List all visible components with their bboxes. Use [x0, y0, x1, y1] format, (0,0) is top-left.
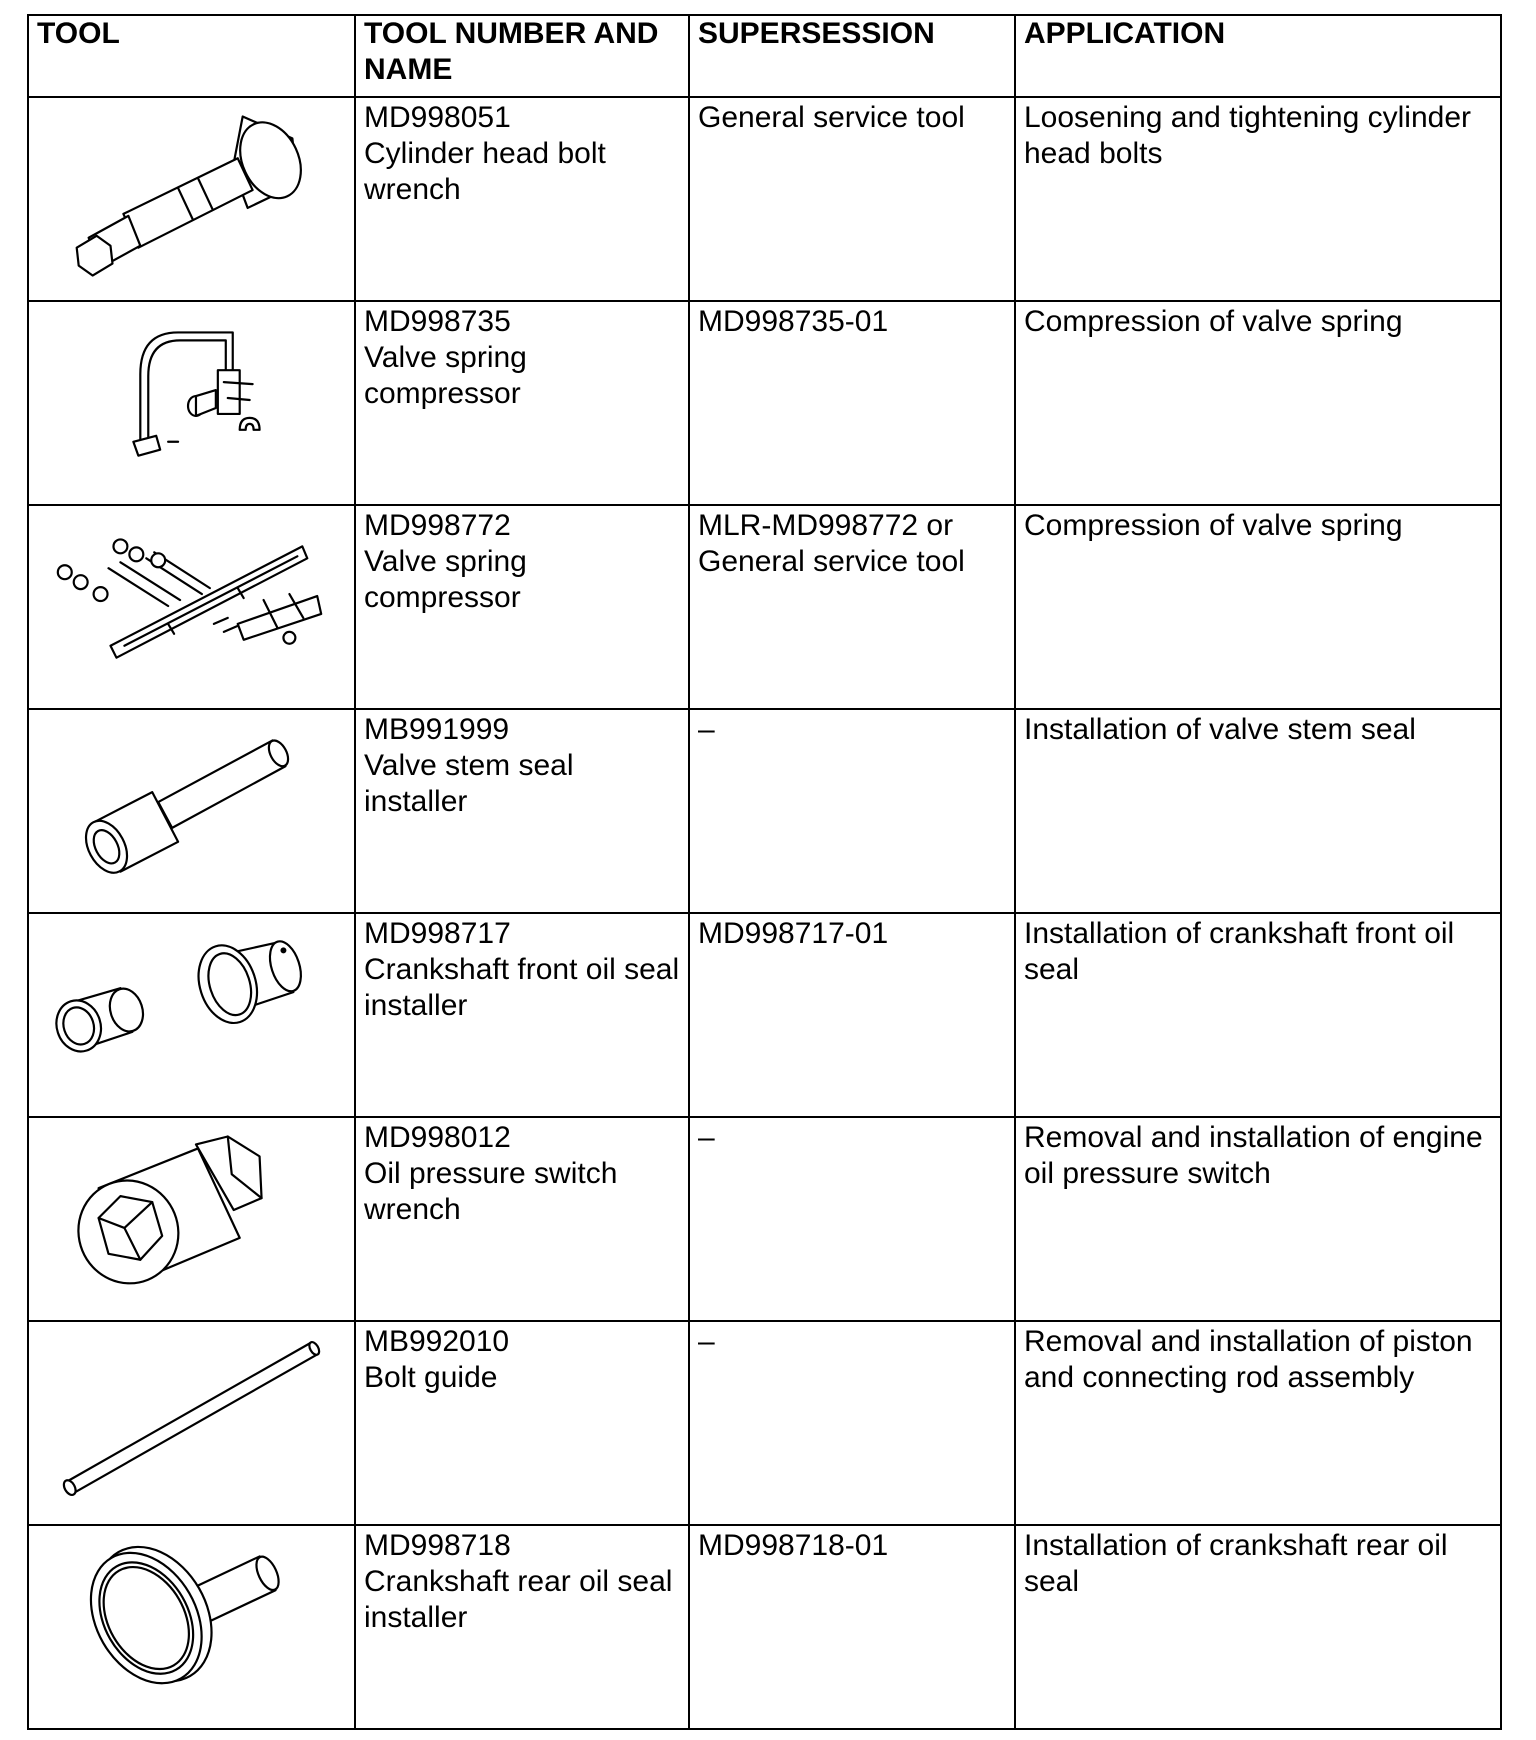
supersession-cell: – [689, 1117, 1015, 1321]
tool-illustration-cell [28, 505, 355, 709]
table-row [28, 913, 1501, 1117]
valve-stem-seal-installer-icon [29, 710, 354, 910]
tool-name: Valve stem seal installer [364, 749, 574, 818]
tool-number-and-name-cell [355, 913, 689, 1117]
supersession-cell: MD998717-01 [689, 913, 1015, 1117]
tool-number: MD998735 [364, 305, 511, 338]
header-tool: TOOL [28, 15, 355, 97]
header-application: APPLICATION [1015, 15, 1501, 97]
tool-illustration-cell [28, 301, 355, 505]
supersession-cell: MLR-MD998772 or General service tool [689, 505, 1015, 709]
tool-number: MD998772 [364, 509, 511, 542]
application-cell: Installation of valve stem seal [1015, 709, 1501, 913]
application-cell: Removal and installation of piston and connecting rod assembly [1015, 1321, 1501, 1525]
tool-illustration-cell [28, 1117, 355, 1321]
tool-illustration-cell [28, 1321, 355, 1525]
table-row [28, 1525, 1501, 1729]
application-cell: Loosening and tightening cylinder head bolts [1015, 97, 1501, 301]
tool-illustration-cell [28, 709, 355, 913]
table-row [28, 301, 1501, 505]
tool-name: Bolt guide [364, 1361, 498, 1394]
supersession-cell: MD998735-01 [689, 301, 1015, 505]
tool-illustration-cell [28, 97, 355, 301]
table-row [28, 1117, 1501, 1321]
tool-illustration-cell [28, 1525, 355, 1729]
valve-spring-compressor-icon [29, 302, 354, 502]
tool-number: MD998717 [364, 917, 511, 950]
tool-number-and-name-cell [355, 1321, 689, 1525]
table-row [28, 505, 1501, 709]
tool-number: MD998051 [364, 101, 511, 134]
tool-number: MD998012 [364, 1121, 511, 1154]
tool-number-and-name-cell [355, 505, 689, 709]
crankshaft-rear-oil-seal-installer-icon [29, 1526, 354, 1726]
oil-pressure-switch-wrench-icon [29, 1118, 354, 1318]
tool-name: Crankshaft rear oil seal installer [364, 1565, 673, 1634]
supersession-cell: – [689, 1321, 1015, 1525]
tool-number-and-name-cell [355, 1525, 689, 1729]
supersession-cell: MD998718-01 [689, 1525, 1015, 1729]
header-tool-number-and-name: TOOL NUMBER AND NAME [355, 15, 689, 97]
table-row [28, 709, 1501, 913]
supersession-cell: – [689, 709, 1015, 913]
cylinder-head-bolt-wrench-icon [29, 98, 354, 298]
tool-number-and-name-cell [355, 97, 689, 301]
table-row [28, 1321, 1501, 1525]
tool-name: Oil pressure switch wrench [364, 1157, 618, 1226]
tool-number: MB992010 [364, 1325, 510, 1358]
tool-name: Valve spring compressor [364, 341, 527, 410]
special-tools-table [27, 14, 1502, 1730]
application-cell: Removal and installation of engine oil pressure switch [1015, 1117, 1501, 1321]
tool-number-and-name-cell [355, 301, 689, 505]
supersession-cell: General service tool [689, 97, 1015, 301]
application-cell: Installation of crankshaft front oil seal [1015, 913, 1501, 1117]
application-cell: Compression of valve spring [1015, 301, 1501, 505]
header-row [28, 15, 1501, 97]
tool-name: Crankshaft front oil seal installer [364, 953, 680, 1022]
valve-spring-compressor-kit-icon [29, 506, 354, 706]
tool-number: MB991999 [364, 713, 510, 746]
tool-number-and-name-cell [355, 1117, 689, 1321]
application-cell: Installation of crankshaft rear oil seal [1015, 1525, 1501, 1729]
application-cell: Compression of valve spring [1015, 505, 1501, 709]
tool-number-and-name-cell [355, 709, 689, 913]
crankshaft-front-oil-seal-installer-icon [29, 914, 354, 1114]
tool-name: Cylinder head bolt wrench [364, 137, 606, 206]
tool-name: Valve spring compressor [364, 545, 527, 614]
bolt-guide-icon [29, 1322, 354, 1522]
tool-number: MD998718 [364, 1529, 511, 1562]
header-supersession: SUPERSESSION [689, 15, 1015, 97]
table-row [28, 97, 1501, 301]
tool-illustration-cell [28, 913, 355, 1117]
